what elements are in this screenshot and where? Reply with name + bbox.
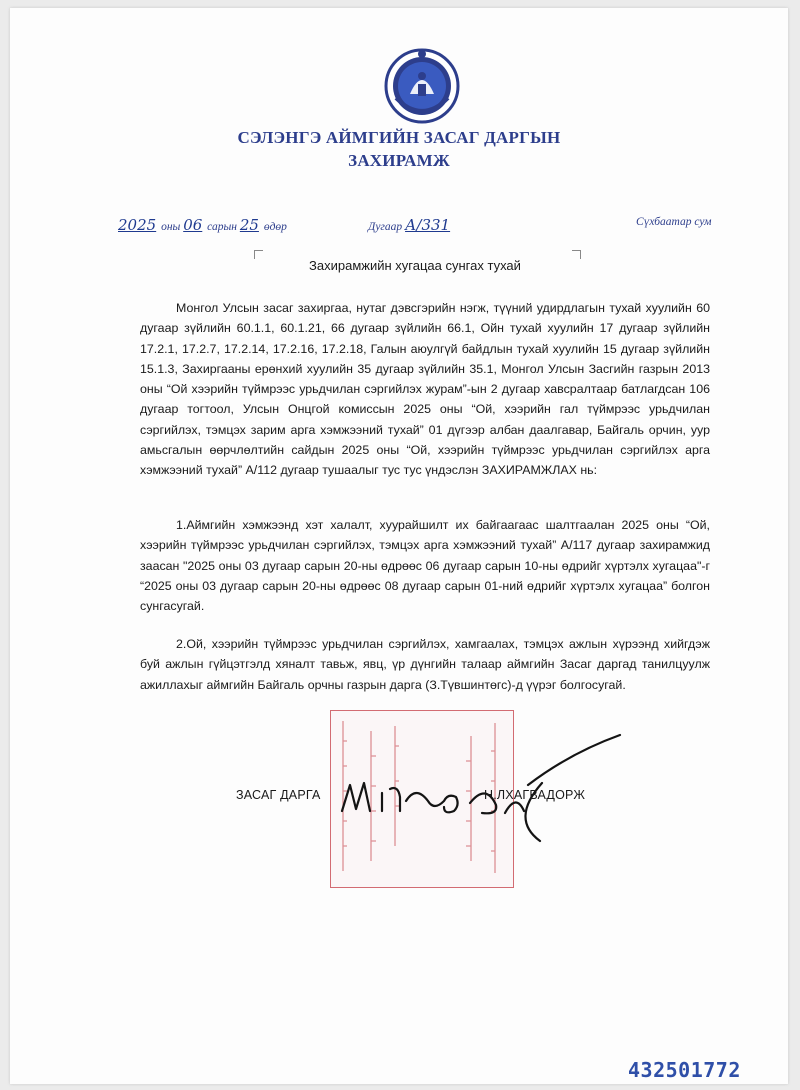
org-title: СЭЛЭНГЭ АЙМГИЙН ЗАСАГ ДАРГЫН	[237, 128, 561, 147]
serial-number: 432501772	[628, 1058, 741, 1082]
date-line	[118, 216, 287, 234]
signatory-title: ЗАСАГ ДАРГА	[236, 788, 321, 802]
date-day-suffix: өдөр	[263, 221, 287, 233]
number-line	[368, 216, 452, 234]
date-month-suffix: сарын	[207, 221, 237, 233]
date-day: 25	[239, 216, 259, 234]
subject-title: Захирамжийн хугацаа сунгах тухай	[309, 258, 521, 273]
document-number: А/331	[405, 216, 451, 234]
date-year-suffix: оны	[161, 221, 181, 233]
number-label: Дугаар	[368, 221, 403, 233]
date-month: 06	[183, 216, 203, 234]
document-page	[10, 8, 788, 1084]
signatory-name: Н.ЛХАГВАДОРЖ	[484, 788, 586, 802]
location: Сүхбаатар сум	[636, 216, 712, 228]
paragraph-item-2: 2.Ой, хээрийн түймрээс урьдчилан сэргийлэх, хамгаалах, тэмцэх ажлын хүрээнд хийгдэж буй ажлын гүйцэтгэлд хяналт тавьж, явц, үр дүнгийн талаар аймгийн Засаг даргад танилцуулж ажиллахыг аймгийн Байгаль орчны газрын дарга (З.Түвшинтөгс)-д үүрэг болгосугай.	[140, 637, 710, 692]
document-type: ЗАХИРАМЖ	[348, 151, 450, 170]
handwritten-signature-icon	[320, 723, 630, 843]
state-emblem-icon	[382, 46, 462, 128]
paragraph-item-1: 1.Аймгийн хэмжээнд хэт халалт, хуурайшилт их байгаагаас шалтгаалан 2025 оны “Ой, хээрийн түймрээс урьдчилан сэргийлэх, тэмцэх арга хэмжээний тухай” А/117 дугаар захирамжид заасан "2025 оны 03 дугаар сарын 20-ны өдрөөс 06 дугаар сарын 10-ны өдрийг хүртэлх хугацаа"-г “2025 оны 03 дугаар сарын 20-ны өдрөөс 08 дугаар сарын 01-ний өдрийг хүртэлх хугацаа” болгон сунгасугай.	[140, 518, 710, 614]
paragraph-preamble: Монгол Улсын засаг захиргаа, нутаг дэвсгэрийн нэгж, түүний удирдлагын тухай хуулийн 60 дугаар зүйлийн 60.1.1, 60.1.21, 66 дугаар зүйлийн 66.1, Ойн тухай хуулийн 17 дугаар зүйлийн 17.2.1, 17.2.7, 17.2.14, 17.2.16, 17.2.18, Галын аюулгүй байдлын тухай хуулийн 15 дугаар зүйлийн 15.1.3, Захиргааны ерөнхий хуулийн 35 дугаар зүйлийн 35.1, Монгол Улсын Засгийн газрын 2013 оны “Ой хээрийн түймрээс урьдчилан сэргийлэх журам”-ын 2 дугаар хавсралтаар батлагдсан 106 дугаар тогтоол, Улсын Онцгой комиссын 2025 оны “Ой, хээрийн гал түймрээс урьдчилан сэргийлэх, тэмцэх зарим арга хэмжээний тухай” 01 дүгээр албан даалгавар, Байгаль орчин, уур амьсгалын өөрчлөлтийн сайдын 2025 оны “Ой, хээрийн түймрээс урьдчилан сэргийлэх арга хэмжээний тухай” А/112 дугаар тушаалыг тус тус үндэслэн ЗАХИРАМЖЛАХ нь:	[140, 301, 710, 478]
date-year: 2025	[118, 216, 157, 234]
